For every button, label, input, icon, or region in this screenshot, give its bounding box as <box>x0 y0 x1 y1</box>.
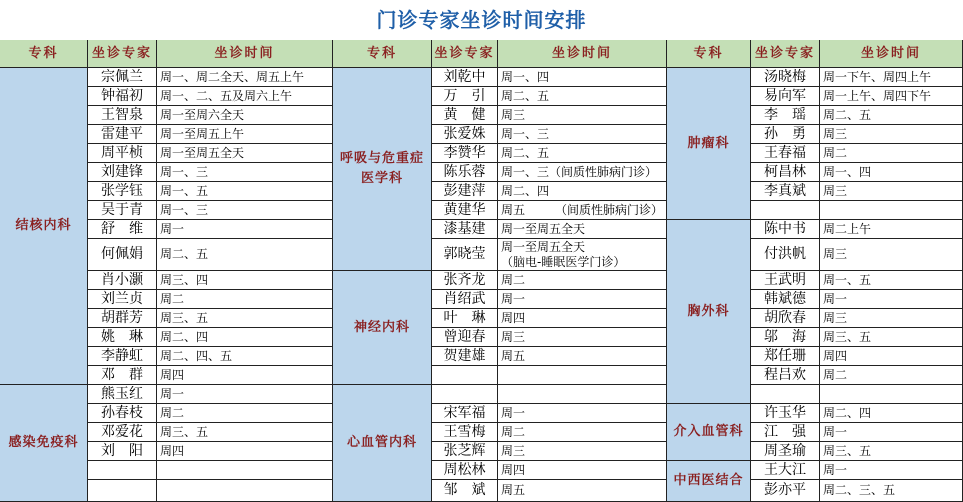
clinic-time-text: 周二、四 <box>823 405 872 420</box>
clinic-time <box>498 461 667 480</box>
expert-name: 吴于青 <box>88 201 157 220</box>
expert-name: 熊玉红 <box>88 385 157 404</box>
expert-name: 彭建萍 <box>432 182 498 201</box>
clinic-time <box>157 366 333 385</box>
expert-name: 黄 健 <box>432 106 498 125</box>
expert-name: 付洪帆 <box>751 239 820 271</box>
clinic-time <box>157 442 333 461</box>
expert-name <box>88 461 157 480</box>
expert-name: 邬 海 <box>751 328 820 347</box>
expert-name: 张学钰 <box>88 182 157 201</box>
clinic-time-text: 周二、四、五 <box>160 348 233 363</box>
expert-name: 彭亦平 <box>751 480 820 502</box>
expert-name: 贺建雄 <box>432 347 498 366</box>
clinic-time <box>157 385 333 404</box>
clinic-time-text: 周一、周二全天、周五上午 <box>160 69 305 84</box>
clinic-time-text: 周四 <box>501 310 526 325</box>
clinic-time <box>498 290 667 309</box>
expert-name: 万 引 <box>432 87 498 106</box>
expert-name: 邹 斌 <box>432 480 498 502</box>
expert-name: 张齐龙 <box>432 271 498 290</box>
clinic-time-text: 周三 <box>823 183 848 198</box>
clinic-time <box>157 163 333 182</box>
clinic-time <box>498 404 667 423</box>
clinic-time <box>820 87 963 106</box>
expert-name: 陈乐蓉 <box>432 163 498 182</box>
clinic-time-text: 周一、三 <box>160 164 209 179</box>
header-time: 坐诊时间 <box>820 40 963 68</box>
clinic-time-text: 周二上午 <box>823 221 872 236</box>
clinic-time-text: 周一至周五上午 <box>160 126 245 141</box>
expert-name: 肖小灏 <box>88 271 157 290</box>
clinic-time <box>820 239 963 271</box>
clinic-time-text: 周五 <box>501 483 526 497</box>
clinic-time <box>498 163 667 182</box>
expert-name: 舒 维 <box>88 220 157 239</box>
expert-name: 钟福初 <box>88 87 157 106</box>
page-title: 门诊专家坐诊时间安排 <box>376 8 587 32</box>
expert-name: 柯昌林 <box>751 163 820 182</box>
clinic-time-text: 周二、五 <box>501 145 550 160</box>
expert-name: 周平桢 <box>88 144 157 163</box>
clinic-time <box>157 309 333 328</box>
expert-name: 王智泉 <box>88 106 157 125</box>
clinic-time-text: 周三、五 <box>160 310 209 325</box>
expert-name: 刘兰贞 <box>88 290 157 309</box>
clinic-time <box>498 144 667 163</box>
clinic-time <box>157 271 333 290</box>
expert-name: 王大江 <box>751 461 820 480</box>
expert-name: 许玉华 <box>751 404 820 423</box>
clinic-time-text: 周二、四 <box>501 183 550 198</box>
clinic-time-text: 周一 <box>823 291 848 306</box>
expert-name: 邓爱花 <box>88 423 157 442</box>
clinic-time-text: 周五 <box>501 348 526 363</box>
clinic-time-text: 周四 <box>823 348 848 363</box>
clinic-time <box>820 461 963 480</box>
header-expert: 坐诊专家 <box>88 40 157 68</box>
expert-name: 王雪梅 <box>432 423 498 442</box>
expert-name: 周松林 <box>432 461 498 480</box>
clinic-time-text: 周二、三、五 <box>823 483 896 497</box>
clinic-time-text: 周一 <box>501 291 526 306</box>
expert-name: 陈中书 <box>751 220 820 239</box>
header-expert: 坐诊专家 <box>751 40 820 68</box>
expert-name <box>88 480 157 502</box>
clinic-time-text: 周一、四 <box>501 69 550 84</box>
clinic-time-text: 周二 <box>501 272 526 287</box>
expert-name: 肖绍武 <box>432 290 498 309</box>
expert-name: 邓 群 <box>88 366 157 385</box>
clinic-time <box>820 125 963 144</box>
expert-name: 张爱姝 <box>432 125 498 144</box>
clinic-time <box>498 68 667 87</box>
clinic-time <box>820 201 963 220</box>
header-specialty: 专科 <box>0 40 88 68</box>
clinic-time-text: 周三、五 <box>160 424 209 439</box>
clinic-time <box>498 125 667 144</box>
clinic-time-text: 周二 <box>823 367 848 382</box>
expert-name: 叶 琳 <box>432 309 498 328</box>
expert-name: 孙 勇 <box>751 125 820 144</box>
specialty-label: 胸外科 <box>667 220 751 404</box>
expert-name: 曾迎春 <box>432 328 498 347</box>
clinic-time <box>820 366 963 385</box>
clinic-time-text: 周三 <box>501 443 526 458</box>
expert-name <box>432 385 498 404</box>
clinic-time <box>820 328 963 347</box>
clinic-time-text: 周二 <box>823 145 848 160</box>
expert-name: 李 瑶 <box>751 106 820 125</box>
specialty-label: 介入血管科 <box>667 404 751 461</box>
clinic-time-text: 周三 <box>501 107 526 122</box>
expert-name: 汤晓梅 <box>751 68 820 87</box>
clinic-time <box>157 239 333 271</box>
clinic-time-text: 周三 <box>823 310 848 325</box>
clinic-time-text: 周一至周五全天 <box>160 145 245 160</box>
clinic-time-text: 周四 <box>501 462 526 477</box>
clinic-time <box>498 442 667 461</box>
clinic-time <box>820 442 963 461</box>
expert-name: 雷建平 <box>88 125 157 144</box>
clinic-time-text: 周二 <box>160 405 185 420</box>
expert-name: 周圣瑜 <box>751 442 820 461</box>
expert-name: 刘乾中 <box>432 68 498 87</box>
expert-name: 宗佩兰 <box>88 68 157 87</box>
clinic-time <box>820 106 963 125</box>
clinic-time <box>157 87 333 106</box>
clinic-time <box>157 220 333 239</box>
clinic-time <box>498 271 667 290</box>
clinic-time <box>498 347 667 366</box>
clinic-time-text: 周一 <box>823 462 848 477</box>
clinic-time <box>820 309 963 328</box>
clinic-time <box>820 347 963 366</box>
specialty-label: 心血管内科 <box>333 385 432 502</box>
clinic-time-text: 周一、三 <box>160 202 209 217</box>
expert-name <box>751 385 820 404</box>
specialty-label: 感染免疫科 <box>0 385 88 502</box>
expert-name: 李静虹 <box>88 347 157 366</box>
header-expert: 坐诊专家 <box>432 40 498 68</box>
clinic-time <box>820 68 963 87</box>
clinic-time-text: 周二、五 <box>501 88 550 103</box>
clinic-time-text: 周三、五 <box>823 443 872 458</box>
clinic-time-text: 周四 <box>160 443 185 458</box>
clinic-time <box>498 239 667 271</box>
header-time: 坐诊时间 <box>498 40 667 68</box>
clinic-time <box>820 480 963 502</box>
clinic-time <box>498 480 667 502</box>
expert-name: 易向军 <box>751 87 820 106</box>
clinic-time-text: 周一、五 <box>823 272 872 287</box>
clinic-time <box>820 404 963 423</box>
clinic-time-text: 周二 <box>160 291 185 306</box>
expert-name: 王武明 <box>751 271 820 290</box>
clinic-time <box>498 366 667 385</box>
clinic-time <box>820 163 963 182</box>
clinic-time <box>820 182 963 201</box>
expert-name: 郭晓莹 <box>432 239 498 271</box>
expert-name: 漆基建 <box>432 220 498 239</box>
clinic-time <box>498 220 667 239</box>
clinic-time <box>498 201 667 220</box>
clinic-time <box>498 423 667 442</box>
clinic-time-text: 周一 <box>160 386 185 401</box>
clinic-time-text: 周一至周五全天 <box>501 221 586 236</box>
expert-name: 胡群芳 <box>88 309 157 328</box>
expert-name: 黄建华 <box>432 201 498 220</box>
clinic-time <box>498 328 667 347</box>
clinic-time <box>157 125 333 144</box>
clinic-time-text: 周一、三 <box>501 126 550 141</box>
clinic-time <box>157 461 333 480</box>
specialty-label: 神经内科 <box>333 271 432 385</box>
specialty-label: 呼吸与危重症医学科 <box>333 68 432 271</box>
clinic-time-text: 周五 （间质性肺病门诊） <box>501 202 664 217</box>
clinic-time <box>820 271 963 290</box>
clinic-time-text: 周三、四 <box>160 272 209 287</box>
clinic-time <box>157 480 333 502</box>
clinic-time-text: 周二、四 <box>160 329 209 344</box>
expert-name: 孙春枝 <box>88 404 157 423</box>
expert-name: 何佩娟 <box>88 239 157 271</box>
clinic-time <box>498 182 667 201</box>
clinic-time <box>498 385 667 404</box>
specialty-label: 中西医结合 <box>667 461 751 502</box>
clinic-time-text: 周一 <box>823 424 848 439</box>
clinic-time-text: 周一、三（间质性肺病门诊） <box>501 164 658 179</box>
clinic-time <box>157 290 333 309</box>
clinic-time <box>820 290 963 309</box>
header-specialty: 专科 <box>333 40 432 68</box>
clinic-time-text: 周三、五 <box>823 329 872 344</box>
clinic-time-text: 周三 <box>501 329 526 344</box>
clinic-time-text: 周四 <box>160 367 185 382</box>
clinic-time-text: 周一、二、五及周六上午 <box>160 88 293 103</box>
clinic-time <box>498 309 667 328</box>
clinic-time <box>157 68 333 87</box>
clinic-time-text: 周一下午、周四上午 <box>823 69 932 84</box>
clinic-time-text: 周二、五 <box>823 107 872 122</box>
header-time: 坐诊时间 <box>157 40 333 68</box>
clinic-time-text: 周一、四 <box>823 164 872 179</box>
clinic-time <box>157 404 333 423</box>
clinic-time <box>157 182 333 201</box>
clinic-time-text: 周一 <box>501 405 526 420</box>
expert-name <box>751 201 820 220</box>
expert-name: 江 强 <box>751 423 820 442</box>
clinic-time-text: 周一至周六全天 <box>160 107 245 122</box>
expert-name: 刘 阳 <box>88 442 157 461</box>
clinic-time-text: 周一、五 <box>160 183 209 198</box>
clinic-time-text: 周三 <box>823 247 848 261</box>
clinic-time <box>157 328 333 347</box>
expert-name: 韩斌德 <box>751 290 820 309</box>
expert-name: 程吕欢 <box>751 366 820 385</box>
expert-name: 张芝辉 <box>432 442 498 461</box>
clinic-time <box>498 87 667 106</box>
clinic-time <box>820 220 963 239</box>
clinic-time <box>820 423 963 442</box>
clinic-time-text: 周二、五 <box>160 247 209 261</box>
expert-name: 姚 琳 <box>88 328 157 347</box>
expert-name: 胡欣春 <box>751 309 820 328</box>
clinic-time <box>157 106 333 125</box>
clinic-time <box>820 144 963 163</box>
clinic-time <box>157 201 333 220</box>
expert-name: 李真斌 <box>751 182 820 201</box>
clinic-time-text: 周一至周五全天 <box>501 239 586 254</box>
clinic-time-note: （脑电-睡眠医学门诊） <box>501 254 626 269</box>
expert-name: 李赞华 <box>432 144 498 163</box>
specialty-label: 肿瘤科 <box>667 68 751 220</box>
header-specialty: 专科 <box>667 40 751 68</box>
clinic-time <box>820 385 963 404</box>
expert-name <box>432 366 498 385</box>
clinic-time-text: 周三 <box>823 126 848 141</box>
expert-name: 宋军福 <box>432 404 498 423</box>
expert-name: 刘建锋 <box>88 163 157 182</box>
expert-name: 王春福 <box>751 144 820 163</box>
clinic-time <box>157 423 333 442</box>
clinic-time <box>498 106 667 125</box>
specialty-label: 结核内科 <box>0 68 88 385</box>
expert-name: 郑任珊 <box>751 347 820 366</box>
clinic-time <box>157 144 333 163</box>
clinic-time-text: 周一 <box>160 221 185 236</box>
clinic-time-text: 周一上午、周四下午 <box>823 88 932 103</box>
clinic-time <box>157 347 333 366</box>
clinic-time-text: 周二 <box>501 424 526 439</box>
